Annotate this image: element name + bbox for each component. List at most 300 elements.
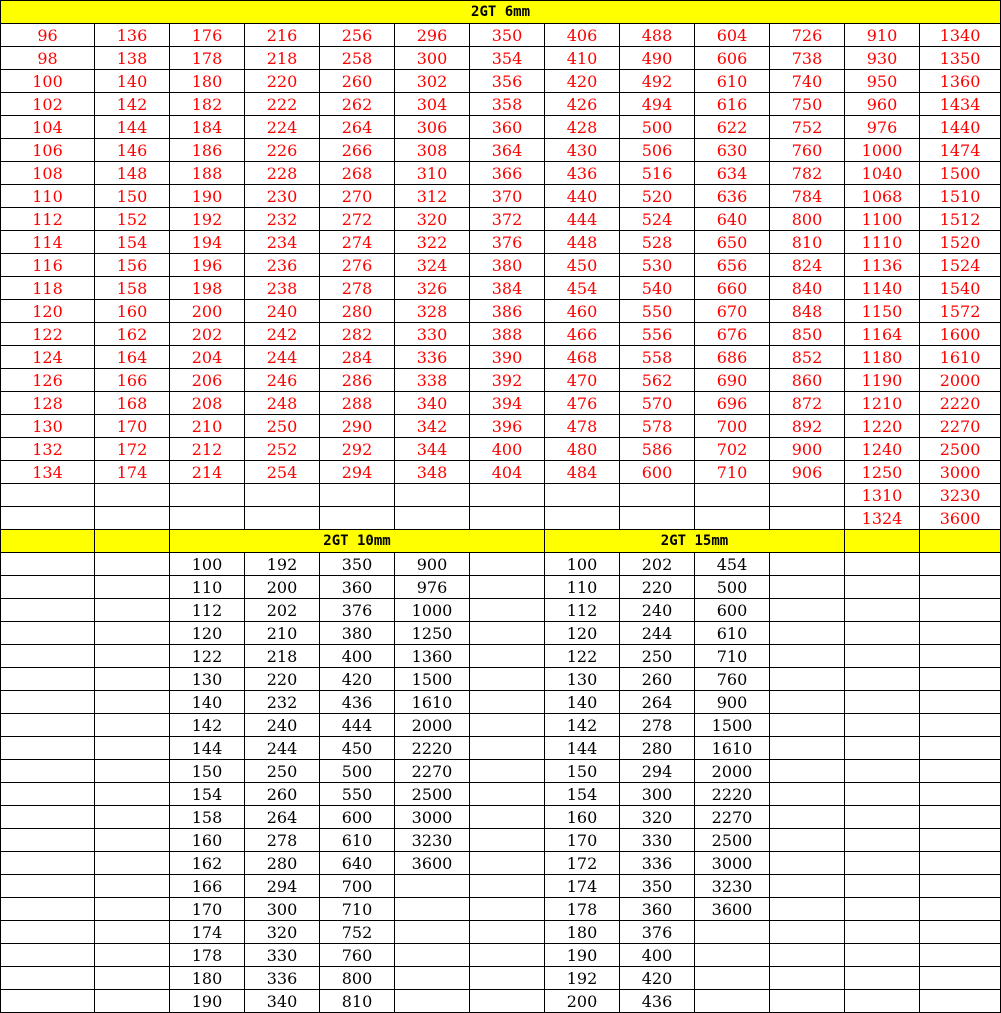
t15-cell[interactable]: 160 — [545, 806, 620, 829]
t6-cell[interactable]: 404 — [470, 461, 545, 484]
empty-cell[interactable] — [770, 829, 845, 852]
t10-cell[interactable]: 264 — [245, 806, 320, 829]
t6-cell[interactable]: 320 — [395, 208, 470, 231]
empty-cell[interactable] — [470, 691, 545, 714]
t6-cell[interactable]: 182 — [170, 93, 245, 116]
t15-cell[interactable]: 244 — [620, 622, 695, 645]
t6-cell[interactable] — [1, 507, 95, 530]
t6-cell[interactable]: 550 — [620, 300, 695, 323]
t6-cell[interactable]: 358 — [470, 93, 545, 116]
empty-cell[interactable] — [1, 737, 95, 760]
t6-cell[interactable]: 892 — [770, 415, 845, 438]
t6-cell[interactable]: 468 — [545, 346, 620, 369]
empty-cell[interactable] — [845, 967, 920, 990]
t6-cell[interactable]: 188 — [170, 162, 245, 185]
t10-cell[interactable] — [395, 990, 470, 1013]
t6-cell[interactable]: 336 — [395, 346, 470, 369]
empty-cell[interactable] — [1, 553, 95, 576]
t10-cell[interactable] — [395, 921, 470, 944]
t6-cell[interactable]: 168 — [95, 392, 170, 415]
t6-cell[interactable]: 122 — [1, 323, 95, 346]
t6-cell[interactable]: 466 — [545, 323, 620, 346]
t6-cell[interactable]: 324 — [395, 254, 470, 277]
t6-cell[interactable]: 710 — [695, 461, 770, 484]
t10-cell[interactable]: 170 — [170, 898, 245, 921]
empty-cell[interactable] — [95, 875, 170, 898]
t10-cell[interactable]: 900 — [395, 553, 470, 576]
t6-cell[interactable]: 2500 — [920, 438, 1001, 461]
t6-cell[interactable]: 1000 — [845, 139, 920, 162]
t6-cell[interactable]: 850 — [770, 323, 845, 346]
t15-cell[interactable]: 200 — [545, 990, 620, 1013]
t6-cell[interactable]: 604 — [695, 24, 770, 47]
t6-cell[interactable]: 302 — [395, 70, 470, 93]
empty-cell[interactable] — [920, 599, 1001, 622]
t10-cell[interactable]: 1360 — [395, 645, 470, 668]
t10-cell[interactable]: 120 — [170, 622, 245, 645]
t10-cell[interactable]: 100 — [170, 553, 245, 576]
t15-cell[interactable]: 142 — [545, 714, 620, 737]
t6-cell[interactable] — [620, 484, 695, 507]
empty-cell[interactable] — [920, 921, 1001, 944]
t15-cell[interactable]: 174 — [545, 875, 620, 898]
t6-cell[interactable]: 244 — [245, 346, 320, 369]
t6-cell[interactable]: 860 — [770, 369, 845, 392]
t6-cell[interactable]: 322 — [395, 231, 470, 254]
t6-cell[interactable]: 252 — [245, 438, 320, 461]
t6-cell[interactable]: 910 — [845, 24, 920, 47]
t15-cell[interactable]: 600 — [695, 599, 770, 622]
t15-cell[interactable]: 130 — [545, 668, 620, 691]
t6-cell[interactable]: 268 — [320, 162, 395, 185]
empty-cell[interactable] — [845, 599, 920, 622]
t6-cell[interactable]: 260 — [320, 70, 395, 93]
t10-cell[interactable]: 350 — [320, 553, 395, 576]
t6-cell[interactable]: 254 — [245, 461, 320, 484]
t6-cell[interactable]: 326 — [395, 277, 470, 300]
t6-cell[interactable]: 3230 — [920, 484, 1001, 507]
t6-cell[interactable]: 384 — [470, 277, 545, 300]
t6-cell[interactable]: 872 — [770, 392, 845, 415]
t15-cell[interactable]: 150 — [545, 760, 620, 783]
t6-cell[interactable]: 1524 — [920, 254, 1001, 277]
empty-cell[interactable] — [95, 553, 170, 576]
t6-cell[interactable]: 296 — [395, 24, 470, 47]
empty-cell[interactable] — [1, 898, 95, 921]
t6-cell[interactable]: 586 — [620, 438, 695, 461]
t6-cell[interactable]: 540 — [620, 277, 695, 300]
t6-cell[interactable]: 190 — [170, 185, 245, 208]
t6-cell[interactable]: 3000 — [920, 461, 1001, 484]
t15-cell[interactable] — [695, 921, 770, 944]
t6-cell[interactable]: 448 — [545, 231, 620, 254]
t15-cell[interactable]: 710 — [695, 645, 770, 668]
t6-cell[interactable]: 292 — [320, 438, 395, 461]
t6-cell[interactable]: 1360 — [920, 70, 1001, 93]
empty-cell[interactable] — [470, 829, 545, 852]
empty-cell[interactable] — [95, 783, 170, 806]
t6-cell[interactable]: 216 — [245, 24, 320, 47]
t6-cell[interactable]: 562 — [620, 369, 695, 392]
empty-cell[interactable] — [770, 714, 845, 737]
t6-cell[interactable]: 282 — [320, 323, 395, 346]
t10-cell[interactable]: 360 — [320, 576, 395, 599]
t15-cell[interactable]: 120 — [545, 622, 620, 645]
t15-cell[interactable]: 144 — [545, 737, 620, 760]
t6-cell[interactable]: 184 — [170, 116, 245, 139]
t6-cell[interactable]: 392 — [470, 369, 545, 392]
t6-cell[interactable]: 852 — [770, 346, 845, 369]
empty-cell[interactable] — [770, 737, 845, 760]
t6-cell[interactable]: 180 — [170, 70, 245, 93]
empty-cell[interactable] — [1, 599, 95, 622]
empty-cell[interactable] — [845, 806, 920, 829]
empty-cell[interactable] — [845, 737, 920, 760]
t6-cell[interactable]: 480 — [545, 438, 620, 461]
t6-cell[interactable]: 136 — [95, 24, 170, 47]
t6-cell[interactable] — [245, 507, 320, 530]
t10-cell[interactable]: 500 — [320, 760, 395, 783]
t6-cell[interactable]: 506 — [620, 139, 695, 162]
empty-cell[interactable] — [95, 668, 170, 691]
t6-cell[interactable]: 116 — [1, 254, 95, 277]
t6-cell[interactable]: 154 — [95, 231, 170, 254]
t10-cell[interactable]: 380 — [320, 622, 395, 645]
t6-cell[interactable]: 330 — [395, 323, 470, 346]
header-blank-cell[interactable] — [1, 530, 95, 553]
t6-cell[interactable]: 348 — [395, 461, 470, 484]
t6-cell[interactable]: 930 — [845, 47, 920, 70]
empty-cell[interactable] — [770, 576, 845, 599]
t6-cell[interactable]: 556 — [620, 323, 695, 346]
t10-cell[interactable]: 144 — [170, 737, 245, 760]
t6-cell[interactable]: 380 — [470, 254, 545, 277]
t6-cell[interactable]: 214 — [170, 461, 245, 484]
t10-cell[interactable]: 320 — [245, 921, 320, 944]
t10-cell[interactable]: 436 — [320, 691, 395, 714]
t6-cell[interactable]: 750 — [770, 93, 845, 116]
t6-cell[interactable]: 286 — [320, 369, 395, 392]
t6-cell[interactable]: 960 — [845, 93, 920, 116]
t10-cell[interactable]: 1610 — [395, 691, 470, 714]
t10-cell[interactable]: 640 — [320, 852, 395, 875]
empty-cell[interactable] — [1, 760, 95, 783]
t10-section-title[interactable]: 2GT 10mm — [170, 530, 545, 553]
t10-cell[interactable]: 150 — [170, 760, 245, 783]
t6-cell[interactable]: 152 — [95, 208, 170, 231]
t6-cell[interactable]: 306 — [395, 116, 470, 139]
empty-cell[interactable] — [920, 967, 1001, 990]
empty-cell[interactable] — [770, 553, 845, 576]
t6-cell[interactable]: 224 — [245, 116, 320, 139]
t6-cell[interactable]: 100 — [1, 70, 95, 93]
empty-cell[interactable] — [470, 783, 545, 806]
t6-cell[interactable]: 1540 — [920, 277, 1001, 300]
t6-cell[interactable]: 1474 — [920, 139, 1001, 162]
t10-cell[interactable]: 200 — [245, 576, 320, 599]
t6-cell[interactable]: 578 — [620, 415, 695, 438]
t6-cell[interactable]: 1240 — [845, 438, 920, 461]
t6-cell[interactable]: 258 — [320, 47, 395, 70]
empty-cell[interactable] — [920, 875, 1001, 898]
t6-cell[interactable] — [320, 507, 395, 530]
t10-cell[interactable]: 550 — [320, 783, 395, 806]
t6-cell[interactable]: 600 — [620, 461, 695, 484]
empty-cell[interactable] — [845, 714, 920, 737]
t6-cell[interactable]: 1110 — [845, 231, 920, 254]
empty-cell[interactable] — [920, 645, 1001, 668]
empty-cell[interactable] — [1, 921, 95, 944]
t6-cell[interactable]: 444 — [545, 208, 620, 231]
t6-cell[interactable]: 676 — [695, 323, 770, 346]
t6-cell[interactable]: 110 — [1, 185, 95, 208]
t6-cell[interactable]: 1510 — [920, 185, 1001, 208]
t6-cell[interactable]: 178 — [170, 47, 245, 70]
t6-cell[interactable]: 274 — [320, 231, 395, 254]
t6-cell[interactable] — [470, 507, 545, 530]
t6-cell[interactable]: 752 — [770, 116, 845, 139]
empty-cell[interactable] — [470, 967, 545, 990]
empty-cell[interactable] — [1, 829, 95, 852]
t6-cell[interactable]: 200 — [170, 300, 245, 323]
t6-cell[interactable] — [770, 507, 845, 530]
empty-cell[interactable] — [1, 576, 95, 599]
t10-cell[interactable]: 330 — [245, 944, 320, 967]
t6-cell[interactable]: 294 — [320, 461, 395, 484]
t10-cell[interactable] — [395, 944, 470, 967]
t10-cell[interactable]: 218 — [245, 645, 320, 668]
t15-cell[interactable]: 336 — [620, 852, 695, 875]
t6-cell[interactable]: 262 — [320, 93, 395, 116]
t6-cell[interactable]: 246 — [245, 369, 320, 392]
t6-cell[interactable]: 118 — [1, 277, 95, 300]
t10-cell[interactable]: 2270 — [395, 760, 470, 783]
t10-cell[interactable]: 110 — [170, 576, 245, 599]
empty-cell[interactable] — [95, 829, 170, 852]
t15-cell[interactable]: 154 — [545, 783, 620, 806]
t10-cell[interactable]: 162 — [170, 852, 245, 875]
empty-cell[interactable] — [95, 645, 170, 668]
empty-cell[interactable] — [1, 944, 95, 967]
t6-cell[interactable] — [695, 507, 770, 530]
t6-cell[interactable]: 98 — [1, 47, 95, 70]
t6-cell[interactable]: 176 — [170, 24, 245, 47]
t6-cell[interactable]: 192 — [170, 208, 245, 231]
t6-cell[interactable]: 634 — [695, 162, 770, 185]
t6-cell[interactable]: 558 — [620, 346, 695, 369]
empty-cell[interactable] — [470, 806, 545, 829]
t15-cell[interactable]: 122 — [545, 645, 620, 668]
t15-cell[interactable]: 760 — [695, 668, 770, 691]
t6-cell[interactable] — [1, 484, 95, 507]
t6-cell[interactable]: 248 — [245, 392, 320, 415]
t6-cell[interactable]: 950 — [845, 70, 920, 93]
empty-cell[interactable] — [845, 990, 920, 1013]
t6-cell[interactable]: 372 — [470, 208, 545, 231]
t6-cell[interactable]: 1512 — [920, 208, 1001, 231]
t6-cell[interactable]: 228 — [245, 162, 320, 185]
t6-cell[interactable] — [170, 507, 245, 530]
t6-cell[interactable]: 148 — [95, 162, 170, 185]
t15-cell[interactable]: 3230 — [695, 875, 770, 898]
t6-cell[interactable]: 530 — [620, 254, 695, 277]
empty-cell[interactable] — [95, 898, 170, 921]
empty-cell[interactable] — [95, 760, 170, 783]
t6-cell[interactable]: 394 — [470, 392, 545, 415]
t15-cell[interactable]: 250 — [620, 645, 695, 668]
t10-cell[interactable]: 280 — [245, 852, 320, 875]
t6-cell[interactable]: 1150 — [845, 300, 920, 323]
empty-cell[interactable] — [770, 852, 845, 875]
t6-cell[interactable]: 488 — [620, 24, 695, 47]
t6-cell[interactable]: 656 — [695, 254, 770, 277]
empty-cell[interactable] — [920, 898, 1001, 921]
t6-cell[interactable]: 196 — [170, 254, 245, 277]
empty-cell[interactable] — [470, 645, 545, 668]
t6-cell[interactable]: 240 — [245, 300, 320, 323]
empty-cell[interactable] — [470, 576, 545, 599]
t6-cell[interactable]: 670 — [695, 300, 770, 323]
t6-cell[interactable]: 484 — [545, 461, 620, 484]
empty-cell[interactable] — [95, 714, 170, 737]
t10-cell[interactable]: 112 — [170, 599, 245, 622]
empty-cell[interactable] — [770, 806, 845, 829]
t6-cell[interactable]: 848 — [770, 300, 845, 323]
empty-cell[interactable] — [920, 668, 1001, 691]
t6-cell[interactable]: 232 — [245, 208, 320, 231]
t6-cell[interactable]: 376 — [470, 231, 545, 254]
t15-cell[interactable]: 3600 — [695, 898, 770, 921]
t6-cell[interactable]: 250 — [245, 415, 320, 438]
empty-cell[interactable] — [470, 622, 545, 645]
t10-cell[interactable]: 2500 — [395, 783, 470, 806]
t6-cell[interactable]: 660 — [695, 277, 770, 300]
t10-cell[interactable]: 202 — [245, 599, 320, 622]
t6-cell[interactable]: 436 — [545, 162, 620, 185]
t6-cell[interactable]: 96 — [1, 24, 95, 47]
empty-cell[interactable] — [470, 553, 545, 576]
t15-section-title[interactable]: 2GT 15mm — [545, 530, 845, 553]
t10-cell[interactable]: 1000 — [395, 599, 470, 622]
t6-cell[interactable]: 162 — [95, 323, 170, 346]
t6-cell[interactable]: 616 — [695, 93, 770, 116]
t6-cell[interactable]: 166 — [95, 369, 170, 392]
t6-cell[interactable]: 740 — [770, 70, 845, 93]
empty-cell[interactable] — [1, 714, 95, 737]
t6-cell[interactable] — [395, 484, 470, 507]
t6-cell[interactable]: 2220 — [920, 392, 1001, 415]
t15-cell[interactable]: 264 — [620, 691, 695, 714]
t6-cell[interactable]: 220 — [245, 70, 320, 93]
t6-cell[interactable]: 1340 — [920, 24, 1001, 47]
empty-cell[interactable] — [845, 875, 920, 898]
t6-cell[interactable]: 800 — [770, 208, 845, 231]
t6-cell[interactable]: 120 — [1, 300, 95, 323]
t15-cell[interactable]: 2500 — [695, 829, 770, 852]
t6-cell[interactable]: 686 — [695, 346, 770, 369]
empty-cell[interactable] — [470, 921, 545, 944]
empty-cell[interactable] — [920, 806, 1001, 829]
t6-cell[interactable]: 696 — [695, 392, 770, 415]
t15-cell[interactable]: 1500 — [695, 714, 770, 737]
t6-cell[interactable]: 636 — [695, 185, 770, 208]
t6-cell[interactable]: 128 — [1, 392, 95, 415]
empty-cell[interactable] — [770, 783, 845, 806]
t6-cell[interactable]: 312 — [395, 185, 470, 208]
t6-cell[interactable]: 356 — [470, 70, 545, 93]
t15-cell[interactable]: 260 — [620, 668, 695, 691]
t10-cell[interactable]: 250 — [245, 760, 320, 783]
t6-cell[interactable]: 430 — [545, 139, 620, 162]
t6-cell[interactable]: 158 — [95, 277, 170, 300]
t6-cell[interactable]: 278 — [320, 277, 395, 300]
t6-cell[interactable] — [620, 507, 695, 530]
empty-cell[interactable] — [1, 990, 95, 1013]
t6-cell[interactable]: 156 — [95, 254, 170, 277]
t6-cell[interactable]: 108 — [1, 162, 95, 185]
t6-cell[interactable]: 420 — [545, 70, 620, 93]
t10-cell[interactable]: 192 — [245, 553, 320, 576]
empty-cell[interactable] — [1, 806, 95, 829]
empty-cell[interactable] — [470, 898, 545, 921]
t10-cell[interactable]: 122 — [170, 645, 245, 668]
t15-cell[interactable]: 190 — [545, 944, 620, 967]
t15-cell[interactable]: 172 — [545, 852, 620, 875]
empty-cell[interactable] — [95, 967, 170, 990]
t10-cell[interactable]: 760 — [320, 944, 395, 967]
t6-cell[interactable]: 478 — [545, 415, 620, 438]
empty-cell[interactable] — [95, 599, 170, 622]
t10-cell[interactable]: 178 — [170, 944, 245, 967]
t6-cell[interactable]: 840 — [770, 277, 845, 300]
t6-cell[interactable]: 1190 — [845, 369, 920, 392]
t6-cell[interactable] — [770, 484, 845, 507]
t15-cell[interactable]: 300 — [620, 783, 695, 806]
t6-cell[interactable] — [95, 484, 170, 507]
t6-cell[interactable]: 1324 — [845, 507, 920, 530]
t6-cell[interactable]: 202 — [170, 323, 245, 346]
empty-cell[interactable] — [920, 990, 1001, 1013]
t6-cell[interactable]: 174 — [95, 461, 170, 484]
t15-cell[interactable]: 110 — [545, 576, 620, 599]
t6-cell[interactable]: 194 — [170, 231, 245, 254]
t6-cell[interactable]: 520 — [620, 185, 695, 208]
t10-cell[interactable]: 190 — [170, 990, 245, 1013]
t6-cell[interactable]: 284 — [320, 346, 395, 369]
t6-cell[interactable]: 266 — [320, 139, 395, 162]
empty-cell[interactable] — [770, 875, 845, 898]
t6-cell[interactable]: 810 — [770, 231, 845, 254]
t15-cell[interactable]: 610 — [695, 622, 770, 645]
t10-cell[interactable]: 174 — [170, 921, 245, 944]
t6-cell[interactable]: 1140 — [845, 277, 920, 300]
t6-cell[interactable]: 1520 — [920, 231, 1001, 254]
t6-cell[interactable]: 242 — [245, 323, 320, 346]
t6-cell[interactable]: 132 — [1, 438, 95, 461]
t6-cell[interactable] — [95, 507, 170, 530]
t6-cell[interactable]: 366 — [470, 162, 545, 185]
t10-cell[interactable]: 220 — [245, 668, 320, 691]
empty-cell[interactable] — [470, 990, 545, 1013]
empty-cell[interactable] — [470, 599, 545, 622]
empty-cell[interactable] — [845, 898, 920, 921]
t10-cell[interactable]: 450 — [320, 737, 395, 760]
t6-cell[interactable]: 476 — [545, 392, 620, 415]
t6-cell[interactable]: 1610 — [920, 346, 1001, 369]
t6-section-title[interactable]: 2GT 6mm — [1, 1, 1001, 24]
empty-cell[interactable] — [845, 829, 920, 852]
t15-cell[interactable]: 280 — [620, 737, 695, 760]
